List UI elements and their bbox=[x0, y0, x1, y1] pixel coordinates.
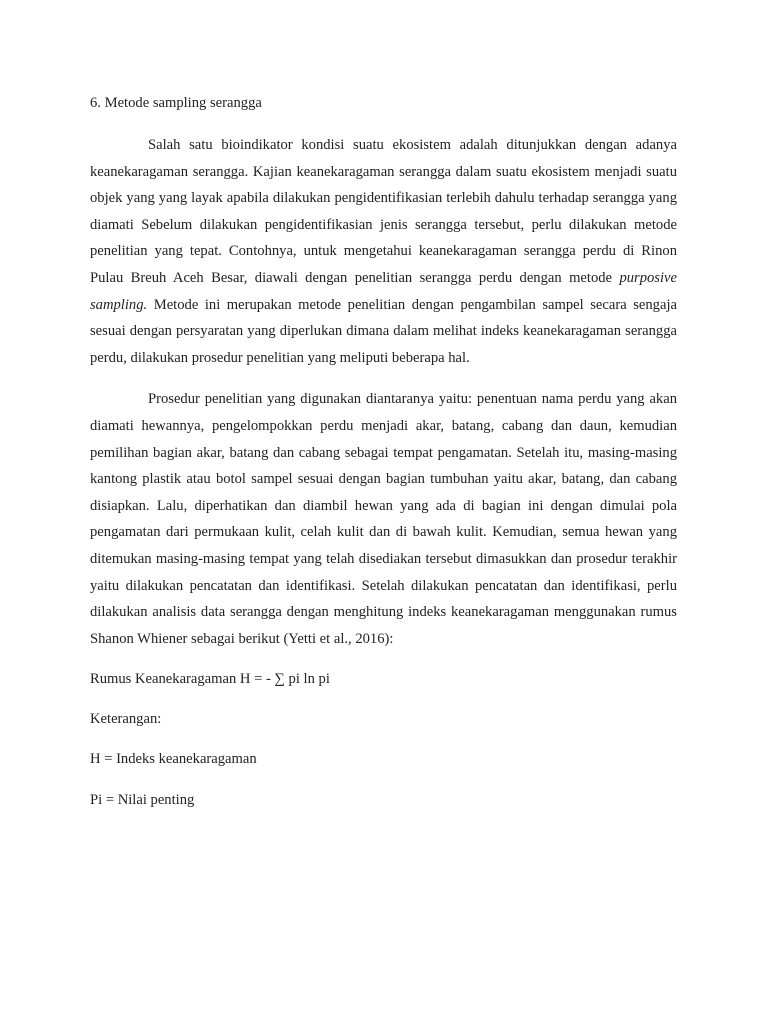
section-heading: 6. Metode sampling serangga bbox=[90, 95, 262, 111]
paragraph-intro-italic-term: purposive sampling. bbox=[90, 269, 677, 313]
definition-h: H = Indeks keanekaragaman bbox=[90, 751, 257, 768]
paragraph-intro-text-2: Metode ini merupakan metode penelitian dengan pengambilan sampel secara sengaja sesuai dengan persyaratan yang diperlukan dimana dalam melihat indeks keanekaragaman serangga perdu, dilakukan prosedur penelitian yang meliputi beberapa hal. bbox=[90, 296, 677, 366]
keterangan-label: Keterangan: bbox=[90, 711, 162, 728]
diversity-formula: Rumus Keanekaragaman H = - ∑ pi ln pi bbox=[90, 671, 330, 688]
paragraph-intro bbox=[90, 132, 677, 371]
definition-pi: Pi = Nilai penting bbox=[90, 792, 195, 809]
paragraph-procedure: Prosedur penelitian yang digunakan diantaranya yaitu: penentuan nama perdu yang akan diamati hewannya, pengelompokkan perdu menjadi akar, batang, cabang dan daun, kemudian pemilihan bagian akar, batang dan cabang sebagai tempat pengamatan. Setelah itu, masing-masing kantong plastik atau botol sampel sesuai dengan bagian tumbuhan yaitu akar, batang, dan cabang disiapkan. Lalu, diperhatikan dan diambil hewan yang ada di bagian ini dengan dimulai pola pengamatan dari permukaan kulit, celah kulit dan di bawah kulit. Kemudian, semua hewan yang ditemukan masing-masing tempat yang telah disediakan tersebut dimasukkan dan prosedur terakhir yaitu dilakukan pencatatan dan identifikasi. Setelah dilakukan pencatatan dan identifikasi, perlu dilakukan analisis data serangga dengan menghitung indeks keanekaragaman menggunakan rumus Shanon Whiener sebagai berikut (Yetti et al., 2016): bbox=[90, 391, 677, 647]
document-page bbox=[90, 91, 677, 812]
paragraph-intro-text-1: Salah satu bioindikator kondisi suatu ekosistem adalah ditunjukkan dengan adanya keanekaragaman serangga. Kajian keanekaragaman serangga dalam suatu ekosistem menjadi suatu objek yang yang layak apabila dilakukan pengidentifikasian terlebih dahulu terhadap serangga yang diamati Sebelum dilakukan pengidentifikasian jenis serangga tersebut, perlu dilakukan metode penelitian yang tepat. Contohnya, untuk mengetahui keanekaragaman serangga perdu di Rinon Pulau Breuh Aceh Besar, diawali dengan penelitian serangga perdu dengan metode bbox=[90, 137, 677, 286]
